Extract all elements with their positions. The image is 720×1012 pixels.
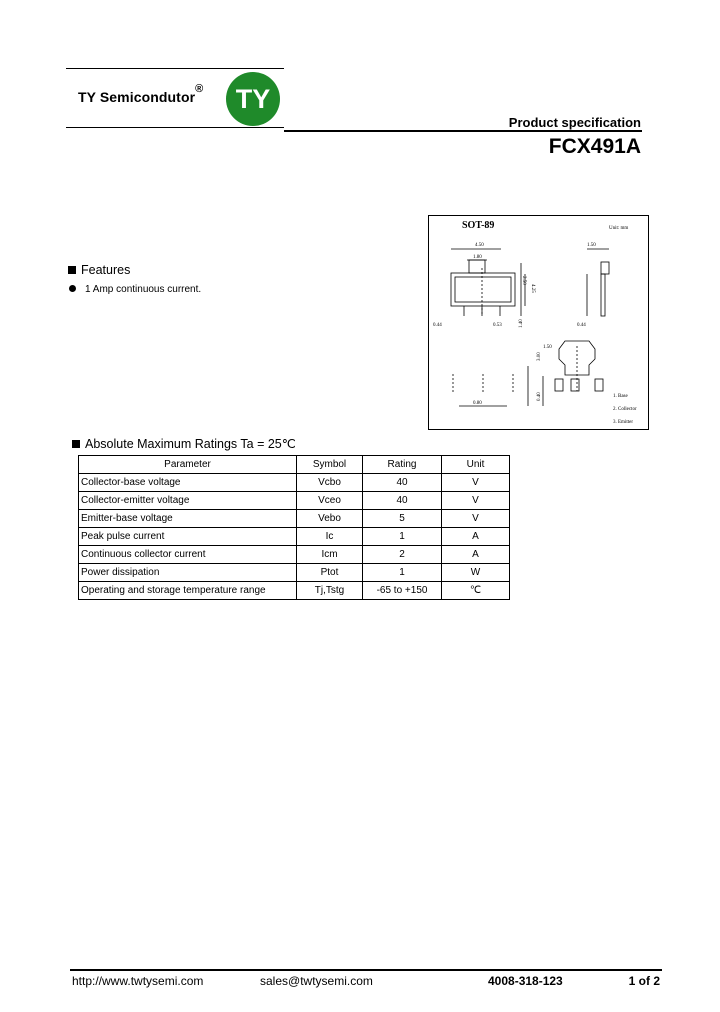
dim-label: 0.44 (577, 323, 586, 328)
parameter-cell: Collector-base voltage (79, 474, 297, 492)
absolute-maximum-ratings-table (78, 455, 510, 600)
parameter-cell: Power dissipation (79, 564, 297, 582)
table-row (79, 474, 510, 492)
package-drawing (428, 215, 649, 430)
company-logo (226, 72, 280, 126)
parameter-cell: Collector-emitter voltage (79, 492, 297, 510)
registered-mark: ® (195, 83, 204, 95)
rating-cell: 1 (363, 528, 442, 546)
package-name: SOT-89 (462, 220, 495, 231)
dim-label: 1.40 (519, 319, 524, 328)
table-row (79, 546, 510, 564)
symbol-cell: Icm (297, 546, 363, 564)
features-heading: Features (68, 263, 130, 277)
ratings-heading: Absolute Maximum Ratings Ta = 25℃ (72, 436, 296, 451)
dim-label: 0.40 (537, 392, 542, 401)
dim-label: 2.50 (521, 276, 526, 285)
unit-cell: V (442, 492, 510, 510)
rating-cell: 1 (363, 564, 442, 582)
rating-cell: -65 to +150 (363, 582, 442, 600)
company-name: TY Semicondutor® (78, 83, 204, 105)
logo-text: TY (235, 83, 271, 114)
website-link[interactable]: http://www.twtysemi.com (72, 974, 204, 988)
table-row (79, 492, 510, 510)
package-outline-diagram (429, 216, 648, 429)
page-number: 1 of 2 (628, 974, 660, 988)
unit-label: Unit: mm (609, 226, 629, 231)
title-rule (284, 130, 642, 132)
rating-cell: 5 (363, 510, 442, 528)
dim-label: 1.50 (587, 243, 596, 248)
dim-label: 0.53 (493, 323, 502, 328)
square-bullet-icon (68, 266, 76, 274)
product-specification-label: Product specification (508, 115, 641, 130)
parameter-cell: Operating and storage temperature range (79, 582, 297, 600)
unit-cell: W (442, 564, 510, 582)
unit-cell: A (442, 546, 510, 564)
symbol-cell: Vebo (297, 510, 363, 528)
part-number: FCX491A (548, 135, 641, 158)
feature-item: 1 Amp continuous current. (69, 284, 201, 295)
unit-cell: V (442, 474, 510, 492)
header-bottom-rule (66, 127, 284, 128)
symbol-cell: Tj,Tstg (297, 582, 363, 600)
pin-label: 3. Emitter (613, 420, 633, 425)
footer-rule (70, 969, 662, 971)
rating-cell: 40 (363, 474, 442, 492)
dim-label: 4.25 (530, 284, 535, 293)
unit-cell: ℃ (442, 582, 510, 600)
dim-label: 0.44 (433, 323, 442, 328)
parameter-cell: Peak pulse current (79, 528, 297, 546)
parameter-cell: Continuous collector current (79, 546, 297, 564)
header-top-rule (66, 68, 284, 69)
symbol-cell: Ptot (297, 564, 363, 582)
table-row (79, 582, 510, 600)
unit-cell: V (442, 510, 510, 528)
rating-cell: 40 (363, 492, 442, 510)
pin-label: 1. Base (613, 394, 628, 399)
column-header: Symbol (297, 456, 363, 474)
dim-label: 4.50 (475, 243, 484, 248)
phone-number: 4008-318-123 (488, 974, 563, 988)
unit-cell: A (442, 528, 510, 546)
dim-label: 0.80 (473, 401, 482, 406)
column-header: Parameter (79, 456, 297, 474)
symbol-cell: Vcbo (297, 474, 363, 492)
table-row (79, 528, 510, 546)
table-row (79, 510, 510, 528)
column-header: Rating (363, 456, 442, 474)
dim-label: 1.80 (473, 255, 482, 260)
symbol-cell: Vceo (297, 492, 363, 510)
pin-label: 2. Collector (613, 407, 637, 412)
table-row (79, 564, 510, 582)
dim-label: 3.00 (537, 352, 542, 361)
dim-label: 1.50 (543, 345, 552, 350)
symbol-cell: Ic (297, 528, 363, 546)
round-bullet-icon (69, 285, 76, 292)
rating-cell: 2 (363, 546, 442, 564)
table-header-row (79, 456, 510, 474)
column-header: Unit (442, 456, 510, 474)
square-bullet-icon (72, 440, 80, 448)
parameter-cell: Emitter-base voltage (79, 510, 297, 528)
email-link[interactable]: sales@twtysemi.com (260, 974, 373, 988)
